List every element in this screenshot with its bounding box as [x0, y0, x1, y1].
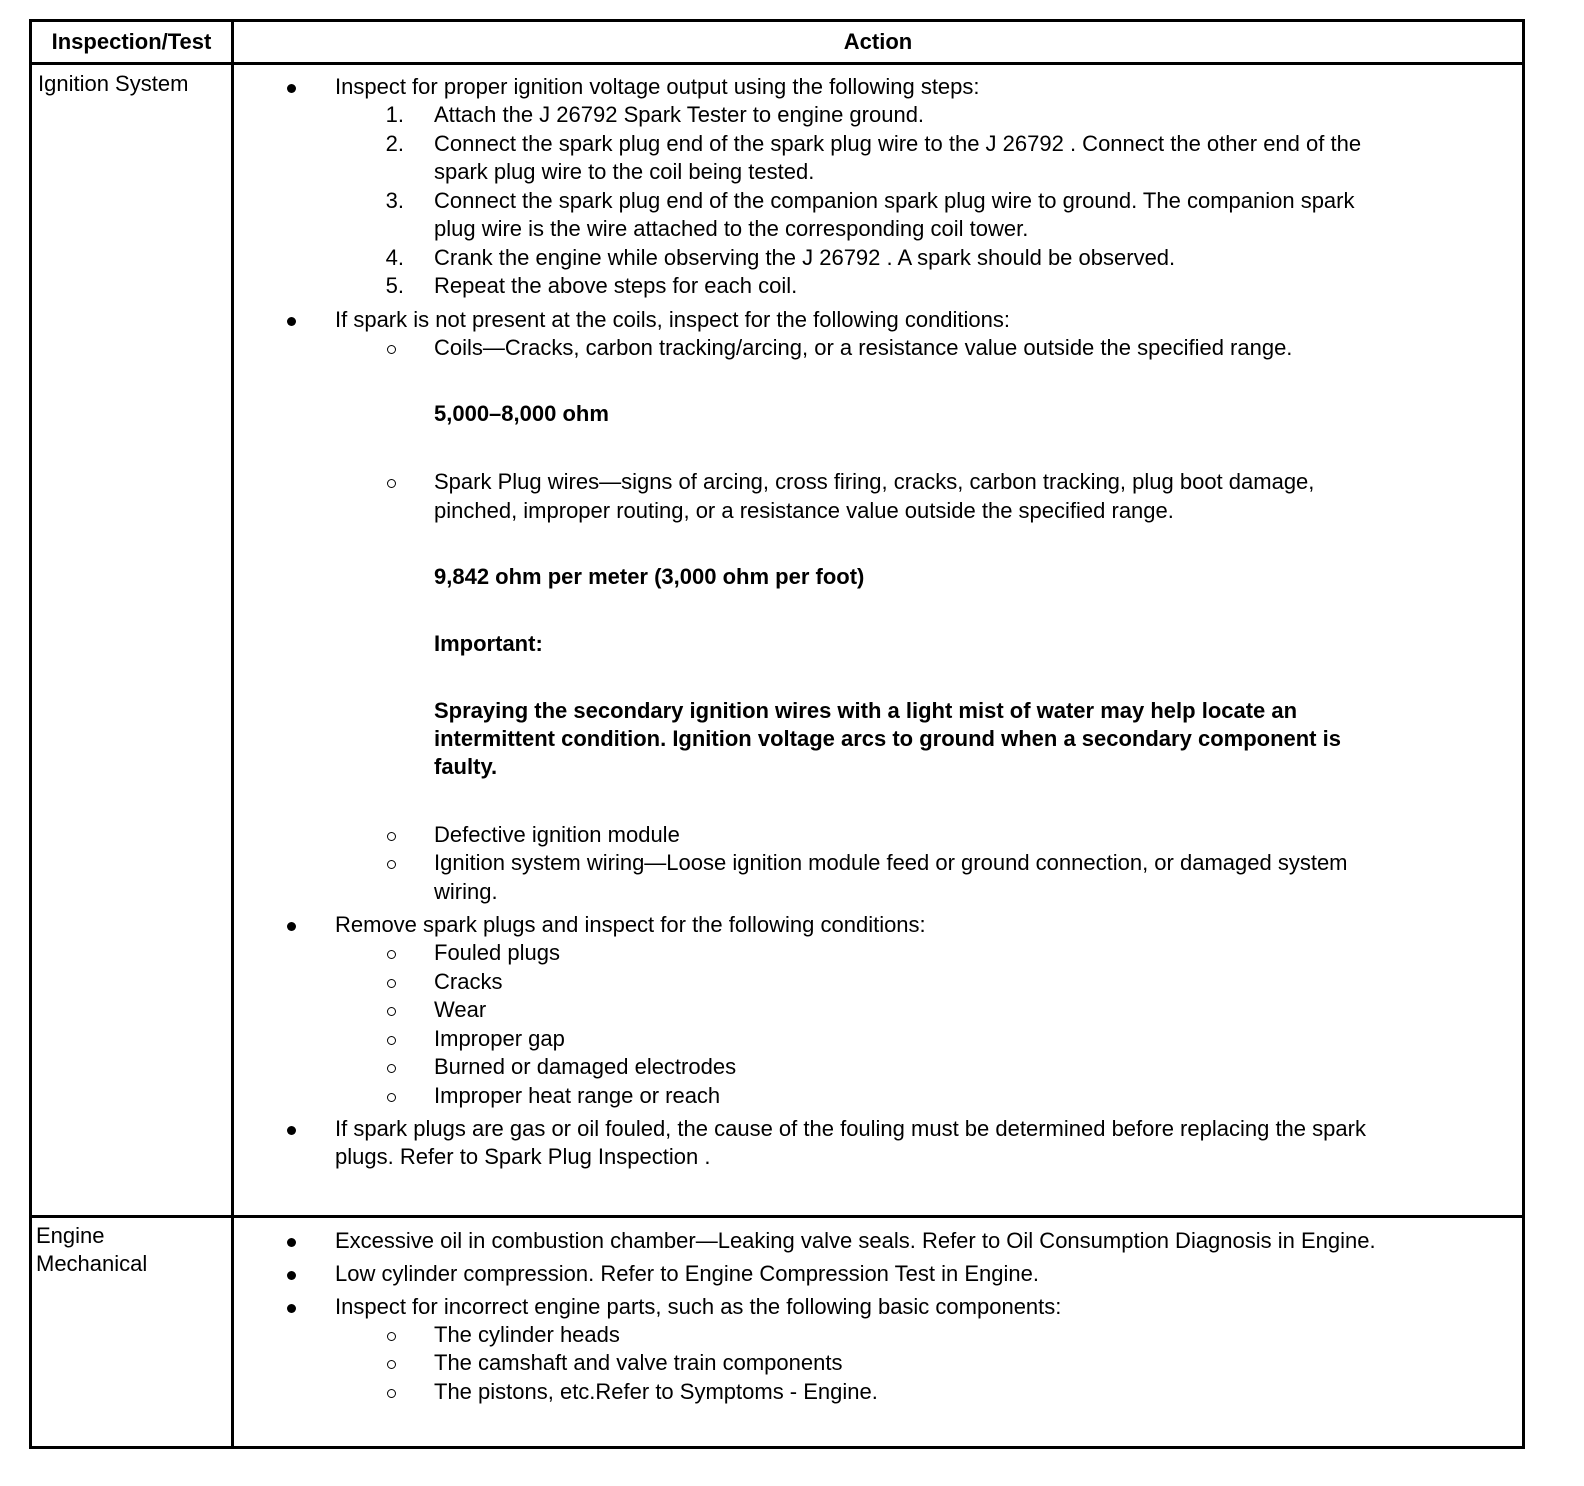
step-text: plug wire is the wire attached to the corresponding coil tower.: [434, 216, 1029, 241]
row-label-engine-mechanical: Engine: [36, 1223, 105, 1248]
column-header-action: Action: [843, 29, 913, 54]
column-header-inspection: Inspection/Test: [51, 29, 212, 54]
important-text: Spraying the secondary ignition wires with a light mist of water may help locate an: [434, 698, 1298, 723]
plug-condition: Fouled plugs: [434, 940, 560, 965]
bullet: [287, 922, 296, 931]
condition-coils: Coils—Cracks, carbon tracking/arcing, or a resistance value outside the specified range.: [434, 335, 1293, 360]
plug-condition: Improper heat range or reach: [434, 1083, 721, 1108]
condition-module: Defective ignition module: [434, 822, 680, 847]
step-number: 1.: [385, 102, 404, 127]
row-divider: [32, 1215, 1522, 1218]
step-number: 3.: [385, 188, 404, 213]
step-text: Connect the spark plug end of the companion spark plug wire to ground. The companion spark: [434, 188, 1355, 213]
sub-bullet: [387, 345, 396, 354]
important-text: intermittent condition. Ignition voltage arcs to ground when a secondary component is: [434, 726, 1341, 751]
sub-bullet: [387, 1093, 396, 1102]
step-number: 5.: [385, 273, 404, 298]
bullet: [287, 1304, 296, 1313]
sub-bullet: [387, 1389, 396, 1398]
row-label-ignition-system: Ignition System: [38, 71, 189, 96]
sub-bullet: [387, 832, 396, 841]
component: The cylinder heads: [434, 1322, 620, 1347]
coils-spec: 5,000–8,000 ohm: [434, 401, 609, 426]
step-number: 2.: [385, 131, 404, 156]
plug-condition: Improper gap: [434, 1026, 565, 1051]
component: The camshaft and valve train components: [434, 1350, 843, 1375]
step-text: Attach the J 26792 Spark Tester to engine ground.: [434, 102, 925, 127]
condition-wires: pinched, improper routing, or a resistance value outside the specified range.: [434, 498, 1174, 523]
step-text: spark plug wire to the coil being tested.: [434, 159, 815, 184]
bullet-text: If spark plugs are gas or oil fouled, the cause of the fouling must be determined before replacing the spark: [335, 1116, 1366, 1141]
step-text: Connect the spark plug end of the spark plug wire to the J 26792 . Connect the other end of the: [434, 131, 1362, 156]
important-label: Important:: [434, 631, 543, 656]
bullet-text: If spark is not present at the coils, inspect for the following conditions:: [335, 307, 1011, 332]
plug-condition: Burned or damaged electrodes: [434, 1054, 737, 1079]
bullet-text: Inspect for incorrect engine parts, such as the following basic components:: [335, 1294, 1062, 1319]
bullet: [287, 84, 296, 93]
condition-wires: Spark Plug wires—signs of arcing, cross firing, cracks, carbon tracking, plug boot damage,: [434, 469, 1315, 494]
important-text: faulty.: [434, 754, 498, 779]
header-divider: [32, 62, 1522, 65]
condition-wiring: Ignition system wiring—Loose ignition module feed or ground connection, or damaged system: [434, 850, 1348, 875]
bullet: [287, 1271, 296, 1280]
sub-bullet: [387, 979, 396, 988]
plug-condition: Cracks: [434, 969, 503, 994]
sub-bullet: [387, 1332, 396, 1341]
component: The pistons, etc.Refer to Symptoms - Engine.: [434, 1379, 878, 1404]
step-text: Crank the engine while observing the J 26792 . A spark should be observed.: [434, 245, 1176, 270]
plug-condition: Wear: [434, 997, 487, 1022]
bullet-text: Remove spark plugs and inspect for the following conditions:: [335, 912, 926, 937]
sub-bullet: [387, 1007, 396, 1016]
bullet: [287, 317, 296, 326]
step-number: 4.: [385, 245, 404, 270]
bullet-text: Low cylinder compression. Refer to Engine Compression Test in Engine.: [335, 1261, 1039, 1286]
sub-bullet: [387, 1036, 396, 1045]
sub-bullet: [387, 479, 396, 488]
bullet-text: Excessive oil in combustion chamber—Leaking valve seals. Refer to Oil Consumption Diagnosis in Engine.: [335, 1228, 1376, 1253]
column-divider: [231, 22, 234, 1446]
wires-spec: 9,842 ohm per meter (3,000 ohm per foot): [434, 564, 865, 589]
bullet-text: plugs. Refer to Spark Plug Inspection .: [335, 1144, 711, 1169]
bullet: [287, 1238, 296, 1247]
row-label-engine-mechanical: Mechanical: [36, 1251, 148, 1276]
sub-bullet: [387, 950, 396, 959]
sub-bullet: [387, 860, 396, 869]
bullet-text: Inspect for proper ignition voltage output using the following steps:: [335, 74, 980, 99]
condition-wiring: wiring.: [434, 879, 498, 904]
step-text: Repeat the above steps for each coil.: [434, 273, 798, 298]
sub-bullet: [387, 1360, 396, 1369]
bullet: [287, 1126, 296, 1135]
sub-bullet: [387, 1064, 396, 1073]
